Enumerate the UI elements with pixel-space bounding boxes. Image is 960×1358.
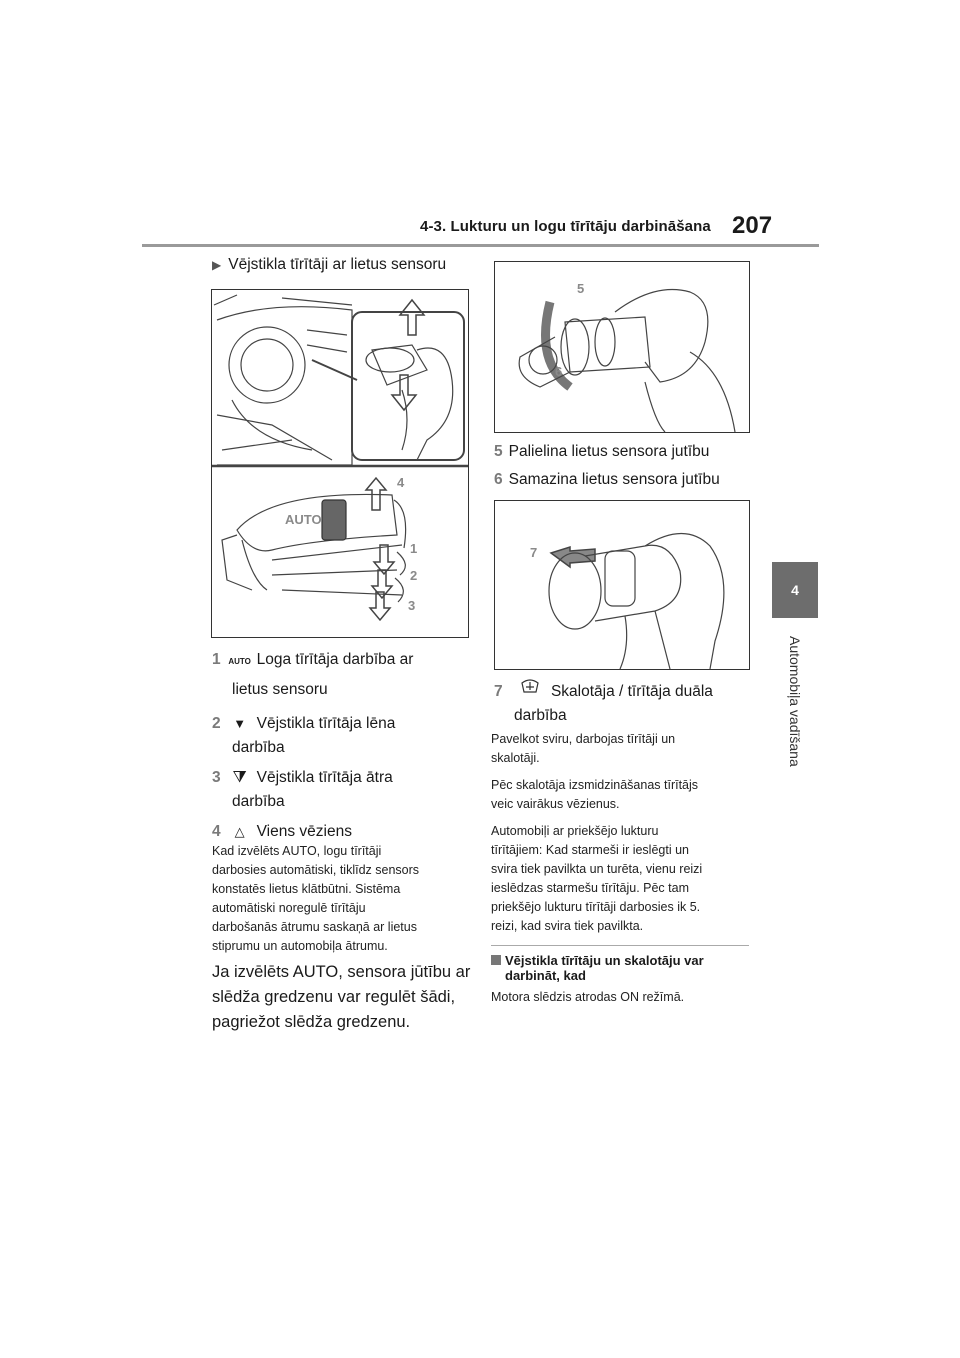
note-body: Motora slēdzis atrodas ON režīmā. <box>491 990 685 1004</box>
callout-1: 1 <box>410 541 418 556</box>
subheading: ▶ Vējstikla tīrītāji ar lietus sensoru <box>212 256 447 273</box>
washer-explanation: Pavelkot sviru, darbojas tīrītāji un skalotāji. Pēc skalotāja izsmidzināšanas tīrītājs veic vairākus vēzienus. Automobiļi ar priekšējo lukturu tīrītājiem: Kad starmeši ir ieslēgti un svira tiek pavilkta un turēta, vienu reizi ieslēdzas starmešu tīrītāju. Pēc tam priekšējo lukturu tīrītāji darbosies ik 5. reizi, kad svira tiek pavilkta. <box>491 732 703 933</box>
single-wipe-icon: △ <box>234 824 245 839</box>
callout-5: 5 <box>577 281 585 296</box>
washer-lever-figure <box>494 500 750 670</box>
wiper-lever-illustration <box>212 290 468 637</box>
auto-explanation: Kad izvēlēts AUTO, logu tīrītāji darbosies automātiski, tiklīdz sensors konstatēs lietus klātbūtni. Sistēma automātiski noregulē tīrītāju darbošanās ātrumu saskaņā ar lietus stiprumu un automobiļa ātrumu. <box>212 844 420 953</box>
fast-wipe-icon: ⧩ <box>232 769 247 786</box>
legend-item-4: 4 △ Viens vēziens <box>212 820 472 844</box>
legend-item-2: 2 ▼ Vējstikla tīrītāja lēna <box>212 712 472 736</box>
note-divider <box>491 945 749 946</box>
chapter-tab-label: Automobiļa vadīšana <box>787 636 803 767</box>
legend-item-7: 7 Skalotāja / tīrītāja duāla darbība <box>494 678 754 728</box>
lever-auto-label: AUTO <box>285 512 322 527</box>
legend-item-3: 3 ⧩ Vējstikla tīrītāja ātra <box>212 766 472 790</box>
legend-item-1: 1 AUTO Loga tīrītāja darbība ar <box>212 648 472 674</box>
callout-6: 6 <box>555 364 563 379</box>
legend-list: 1 AUTO Loga tīrītāja darbība ar lietus sensoru 2 ▼ Vējstikla tīrītāja lēna darbība 3 ⧩ Vējstikla tīrītāja ātra darbība 4 △ Viens vēziens <box>212 648 472 844</box>
callout-3: 3 <box>408 598 416 613</box>
section-title: 4-3. Lukturu un logu tīrītāju darbināšana <box>420 218 711 235</box>
washer-icon <box>513 678 547 704</box>
page-number: 207 <box>732 212 773 239</box>
wiper-lever-figure <box>211 289 469 638</box>
note-heading: Vējstikla tīrītāju un skalotāju var darbināt, kad <box>491 953 751 983</box>
callout-4: 4 <box>397 475 405 490</box>
triangle-bullet-icon: ▶ <box>212 258 222 272</box>
sensitivity-ring-figure <box>494 261 750 433</box>
chapter-tab: 4 <box>772 562 818 618</box>
sensitivity-ring-illustration <box>495 262 749 432</box>
sensitivity-list <box>494 440 754 492</box>
washer-lever-illustration <box>495 501 749 669</box>
callout-2: 2 <box>410 568 418 583</box>
auto-icon: AUTO <box>228 657 251 666</box>
header-divider <box>142 244 819 247</box>
slow-wipe-icon: ▼ <box>233 716 247 731</box>
legend-item-6: 6 Samazina lietus sensora jutību <box>494 471 720 488</box>
callout-7: 7 <box>530 545 538 560</box>
square-bullet-icon <box>491 955 501 965</box>
sensitivity-paragraph: Ja izvēlēts AUTO, sensora jūtību ar slēdža gredzenu var regulēt šādi, pagriežot slēdža gredzenu. <box>212 963 471 1031</box>
legend-item-5: 5 Palielina lietus sensora jutību <box>494 443 710 460</box>
